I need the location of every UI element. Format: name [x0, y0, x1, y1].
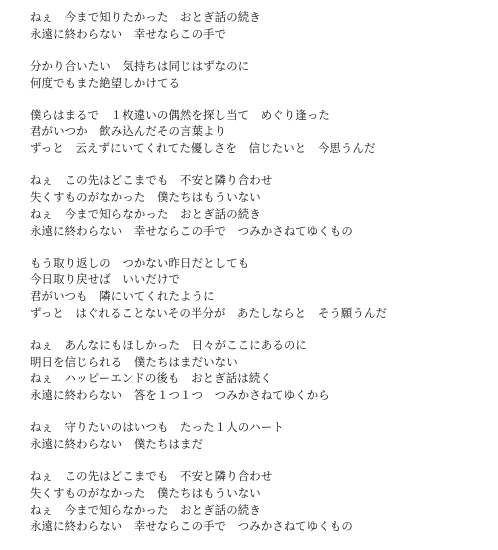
lyrics-document — [30, 9, 490, 550]
stanza-8 — [30, 468, 490, 535]
lyric-line: ねぇ ハッピーエンドの後も おとぎ話は続く — [30, 371, 272, 386]
lyric-line: 今日取り戻せば いいだけで — [30, 272, 181, 287]
lyric-line: 分かり合いたい 気持ちは同じはずなのに — [30, 58, 250, 73]
lyric-line: 君がいつか 飲み込んだその言葉より — [30, 124, 227, 139]
lyric-line: ねぇ 今まで知らなかった おとぎ話の続き — [30, 502, 261, 517]
lyric-line: 永遠に終わらない 僕たちはまだ — [30, 437, 204, 452]
lyric-line: 君がいつも 隣にいてくれたように — [30, 289, 215, 304]
lyric-line: ずっと はぐれることないその半分が あたしならと そう願うんだ — [30, 305, 388, 320]
lyric-line: 僕らはまるで １枚違いの偶然を探し当て めぐり逢った — [30, 107, 330, 122]
lyric-line: 永遠に終わらない 答を１つ１つ つみかさねてゆくから — [30, 388, 330, 403]
stanza-7 — [30, 419, 490, 453]
stanza-2 — [30, 58, 490, 92]
lyric-line: 永遠に終わらない 幸せならこの手で つみかさねてゆくもの — [30, 223, 353, 238]
lyric-line: 失くすものがなかった 僕たちはもういない — [30, 485, 261, 500]
lyric-line: もう取り返しの つかない昨日だとしても — [30, 255, 250, 270]
lyric-line: 何度でもまた絶望しかけてる — [30, 75, 181, 90]
lyric-line: 永遠に終わらない 幸せならこの手で つみかさねてゆくもの — [30, 519, 353, 534]
lyric-line: 明日を信じられる 僕たちはまだいない — [30, 354, 238, 369]
lyric-line: ねぇ 今まで知りたかった おとぎ話の続き — [30, 10, 261, 24]
lyric-line: 失くすものがなかった 僕たちはもういない — [30, 189, 261, 204]
stanza-4 — [30, 172, 490, 239]
stanza-6 — [30, 337, 490, 404]
lyric-line: 永遠に終わらない 幸せならこの手で — [30, 26, 227, 41]
stanza-3 — [30, 107, 490, 157]
lyric-line: ねぇ 守りたいのはいつも たった１人のハート — [30, 420, 284, 435]
stanza-5 — [30, 255, 490, 322]
lyric-line: ねぇ 今まで知らなかった おとぎ話の続き — [30, 206, 261, 221]
lyric-line: ねぇ この先はどこまでも 不安と隣り合わせ — [30, 469, 273, 484]
lyric-line: ずっと 云えずにいてくれてた優しさを 信じたいと 今思うんだ — [30, 141, 376, 156]
stanza-1 — [30, 9, 490, 43]
lyric-line: ねぇ あんなにもほしかった 日々がここにあるのに — [30, 337, 307, 352]
lyric-line: ねぇ この先はどこまでも 不安と隣り合わせ — [30, 173, 273, 188]
